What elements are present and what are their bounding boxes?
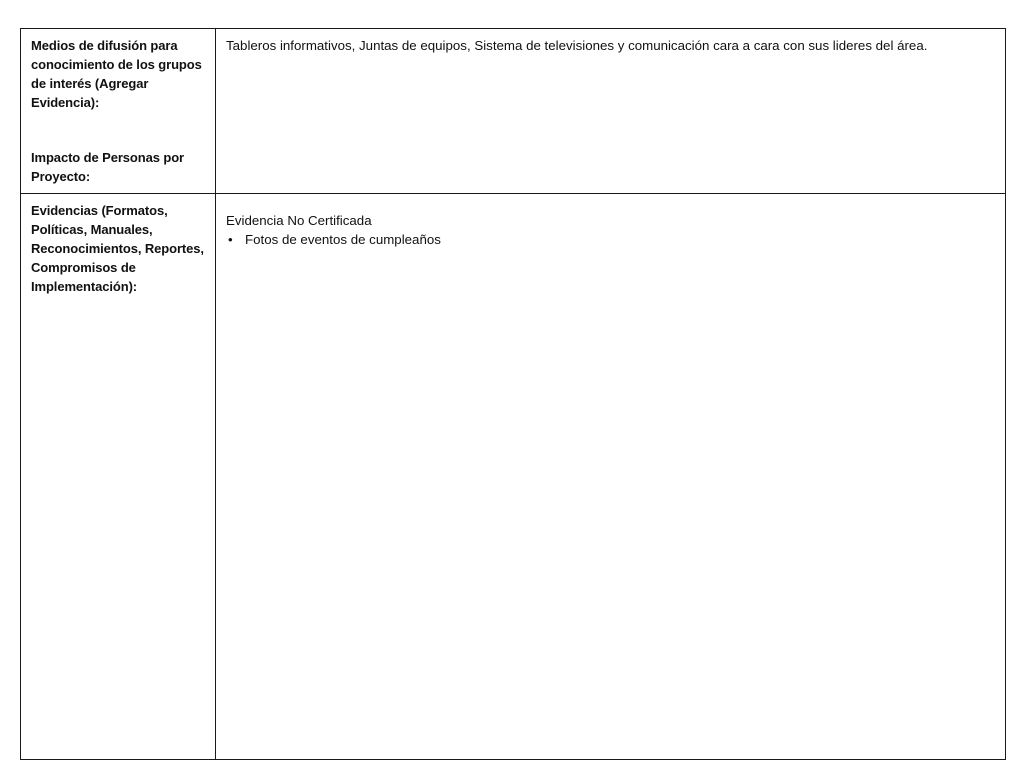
label-people-impact: Impacto de Personas por Proyecto: <box>31 150 185 184</box>
evidence-table <box>20 28 1006 760</box>
list-item <box>226 230 995 249</box>
value-cell-evidence <box>216 194 1006 760</box>
label-cell-evidence <box>21 194 216 760</box>
value-cell-diffusion <box>216 29 1006 194</box>
table-row-evidence <box>21 194 1006 760</box>
bullet-icon: • <box>228 232 233 247</box>
list-item-text: Fotos de eventos de cumpleaños <box>245 232 441 247</box>
value-spacer <box>226 201 995 211</box>
label-spacer <box>31 112 205 148</box>
label-cell-diffusion <box>21 29 216 194</box>
label-diffusion-media: Medios de difusión para conocimiento de los grupos de interés (Agregar Evidencia): <box>31 38 202 110</box>
label-evidence: Evidencias (Formatos, Políticas, Manuales, Reconocimientos, Reportes, Compromisos de Implementación): <box>31 203 204 294</box>
value-diffusion-media: Tableros informativos, Juntas de equipos, Sistema de televisiones y comunicación cara a cara con sus lideres del área. <box>226 38 928 53</box>
table-row-diffusion <box>21 29 1006 194</box>
evidence-heading: Evidencia No Certificada <box>226 213 372 228</box>
evidence-bullet-list <box>226 230 995 249</box>
